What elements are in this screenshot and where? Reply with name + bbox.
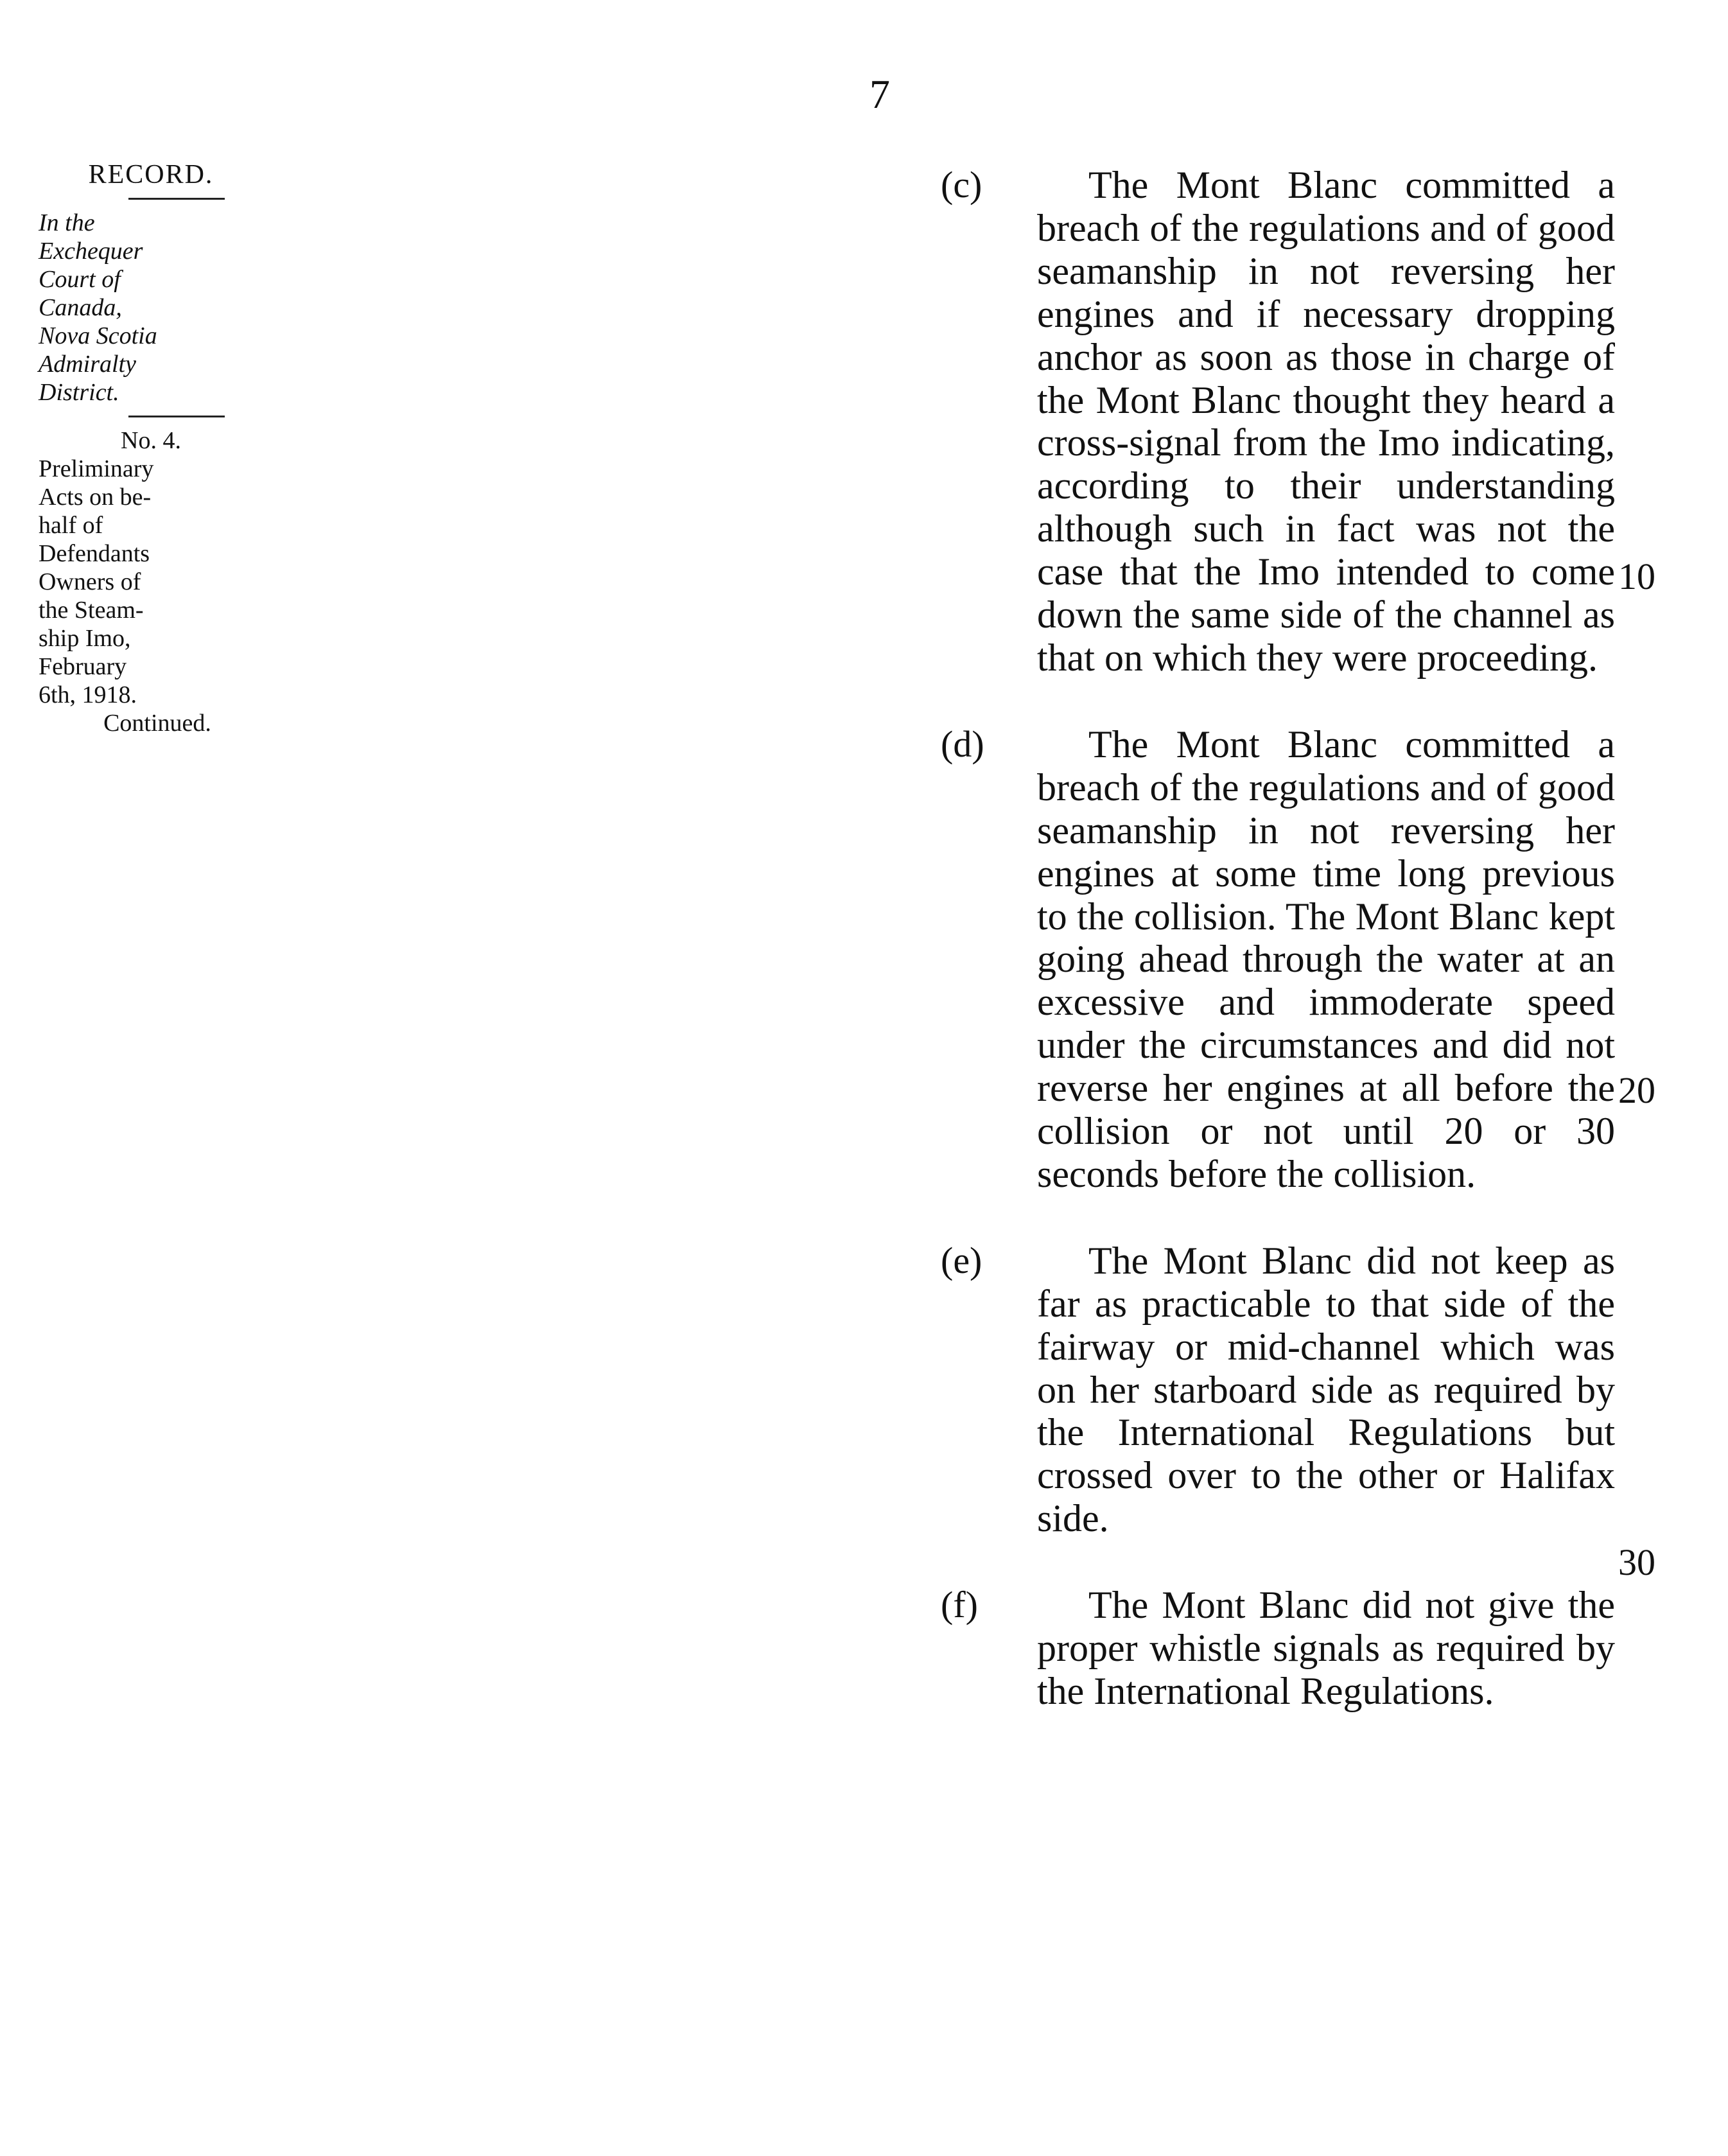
doc-line: Defendants — [39, 540, 150, 567]
margin-sidenote — [39, 161, 250, 737]
doc-line: February — [39, 653, 127, 680]
line-number: 10 — [1618, 556, 1655, 597]
line-number: 30 — [1618, 1541, 1655, 1583]
doc-line: Owners of — [39, 568, 141, 595]
doc-line: 6th, 1918. — [39, 681, 137, 708]
court-line: Canada, — [39, 294, 122, 321]
clause-label: (e) — [941, 1239, 982, 1281]
court-line: Nova Scotia — [39, 322, 157, 349]
divider — [128, 198, 225, 200]
document-description — [39, 455, 250, 709]
clause-text: The Mont Blanc committed a breach of the regulations and of good seamanship in not reversing her engines at some time long previous to the collision. The Mont Blanc kept going ahead through the water at an excessive and immoderate speed under the circumstances and did not reverse her engines at all before the collision or not until 20 or 30 seconds before the collision. — [1037, 723, 1615, 1195]
court-line: In the — [39, 209, 95, 236]
divider — [128, 416, 225, 417]
line-number: 20 — [1618, 1069, 1655, 1111]
main-text — [941, 164, 1634, 1757]
document-number: No. 4. — [121, 427, 181, 454]
clause-label: (f) — [941, 1584, 978, 1626]
clause-text: The Mont Blanc did not keep as far as practicable to that side of the fairway or mid-channel which was on her starboard side as required by the International Regulations but crossed over to the other or Halifax side. — [1037, 1239, 1615, 1540]
page-number: 7 — [869, 71, 890, 117]
court-line: Exchequer — [39, 238, 143, 265]
clause-e — [941, 1240, 1634, 1540]
doc-line: Preliminary — [39, 455, 154, 482]
clause-c — [941, 164, 1634, 679]
court-line: Admiralty — [39, 351, 136, 378]
record-label: RECORD. — [88, 160, 214, 189]
doc-line: Acts on be- — [39, 484, 152, 511]
clause-d — [941, 723, 1634, 1196]
clause-text: The Mont Blanc committed a breach of the regulations and of good seamanship in not reversing her engines and if necessary dropping anchor as soon as those in charge of the Mont Blanc thought they heard a cross-signal from the Imo indicating, according to their understanding although such in fact was not the case that the Imo intended to come down the same side of the channel as that on which they were proceeding. — [1037, 164, 1615, 679]
clause-label: (d) — [941, 723, 984, 765]
clause-f — [941, 1584, 1634, 1713]
court-line: District. — [39, 379, 119, 406]
court-name — [39, 209, 250, 407]
court-line: Court of — [39, 266, 121, 293]
continued-label: Continued. — [103, 710, 211, 737]
doc-line: ship Imo, — [39, 625, 131, 652]
doc-line: the Steam- — [39, 597, 144, 624]
clause-text: The Mont Blanc did not give the proper whistle signals as required by the International Regulations. — [1037, 1584, 1615, 1712]
doc-line: half of — [39, 512, 103, 539]
clause-label: (c) — [941, 164, 982, 206]
